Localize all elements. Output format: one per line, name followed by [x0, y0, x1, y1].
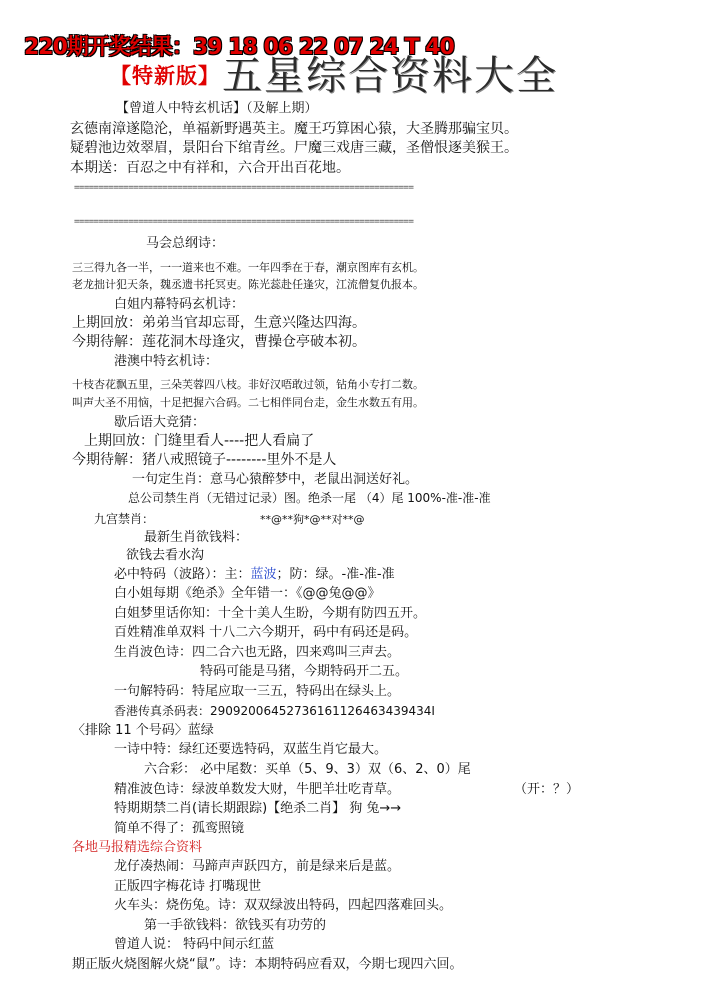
jiugong-value: **@**狗*@**对**@: [260, 513, 365, 526]
mahui-heading: 马会总纲诗：: [146, 236, 225, 251]
edition-label: 【特新版】: [110, 64, 220, 88]
bizhong-rest: ；防：绿。-准-准-准: [276, 567, 395, 582]
xiehou-heading: 歇后语大竞猜：: [114, 415, 206, 430]
baixiaojie-line: 白小姐每期《绝杀》全年错一：《@@兔@@》: [114, 586, 381, 601]
gangao-line-2: 叫声大圣不用恼，十足把握六合码。二七相伴同台走，金生水数五有用。: [72, 396, 424, 409]
baijie-meng-line: 白姐梦里话你知：十全十美人生盼，今期有防四五开。: [114, 606, 427, 621]
yishi-line: 一诗中特：绿红还要选特码，双蓝生肖它最大。: [114, 742, 388, 757]
gedi-heading: 各地马报精选综合资料: [72, 840, 203, 855]
xiehou-now: 今期待解：猪八戒照镜子--------里外不是人: [72, 452, 337, 468]
last-line: 期正版火烧图解火烧“鼠”。诗：本期特码应看双，今期七现四六回。: [72, 957, 463, 972]
baiju-prev: 上期回放：弟弟当官却忘哥，生意兴隆达四海。: [72, 315, 366, 331]
yiju-jie-line: 一句解特码：特尾应取一三五，特码出在绿头上。: [114, 684, 401, 699]
longzai-line: 龙仔凑热闹：马蹄声声跃四方，前是绿来后是蓝。: [114, 859, 401, 874]
jingzhun-bo-line: 精准波色诗：绿波单数发大财，牛肥羊壮吃青草。: [114, 782, 401, 797]
intro-line-3: 本期送：百忍之中有祥和，六合开出百花地。: [70, 160, 350, 176]
zhengban-line: 正版四字梅花诗 打嘴现世: [114, 879, 262, 894]
zengdaoren-line: 曾道人说： 特码中间示红蓝: [114, 937, 275, 952]
baiju-heading: 白姐内幕特码玄机诗：: [114, 297, 245, 312]
bizhong-line: [114, 568, 395, 581]
teqi-line: 特期期禁二肖(请长期跟踪)【绝杀二肖】 狗 兔→→: [114, 801, 402, 816]
xianggang-line: 香港传真杀码表：29092006452736161126463439434I: [114, 704, 435, 718]
page-title: 五星综合资料大全: [222, 53, 558, 99]
separator-line: =====================================================================: [74, 217, 414, 227]
diyishou-line: 第一手欲钱料：欲钱买有功劳的: [144, 918, 327, 933]
shengxiao-bo-line: 生肖波色诗：四二合六也无路，四来鸡叫三声去。: [114, 645, 401, 660]
huoche-line: 火车头：烧伤兔。诗：双双绿波出特码，四起四落难回头。: [114, 898, 453, 913]
gangao-heading: 港澳中特玄机诗：: [114, 354, 219, 369]
separator-line: =====================================================================: [74, 183, 414, 193]
xiehou-prev: 上期回放：门缝里看人----把人看扁了: [84, 433, 315, 449]
bizhong-label: 必中特码（波路）：主：: [114, 567, 251, 582]
jiandan-line: 简单不得了：孤鸾照镜: [114, 821, 245, 836]
liuhecai-line: 六合彩： 必中尾数：买单（5、9、3）双（6、2、0）尾: [144, 762, 471, 777]
paichu-line: 〈排除 11 个号码〉蓝绿: [72, 723, 214, 738]
intro-line-1: 玄德南漳遂隐沦，单福新野遇英主。魔王巧算困心猿，大圣腾那骗宝贝。: [70, 121, 518, 137]
baiju-now: 今期待解：莲花洞木母逢灾，曹操仓亭破本初。: [72, 334, 366, 350]
tema-keneng-line: 特码可能是马猪，今期特码开二五。: [200, 664, 409, 679]
yuqian-line: 欲钱去看水沟: [126, 548, 205, 563]
gangao-line-1: 十枝杏花飘五里，三朵芙蓉四八枝。非好汉唔敢过领，钻角小专打二数。: [72, 378, 424, 391]
baixing-line: 百姓精准单双料 十八二六今期开，码中有码还是码。: [114, 625, 418, 640]
kai-label: （开：？）: [514, 782, 580, 797]
intro-heading: 【曾道人中特玄机话】（及解上期）: [116, 101, 318, 116]
intro-line-2: 疑碧池边效翠眉，景阳台下绾青丝。尸魔三戏唐三藏，圣僧恨逐美猴王。: [70, 140, 518, 156]
zuixin-heading: 最新生肖欲钱料：: [144, 530, 249, 545]
zonggongsi-line: 总公司禁生肖（无错过记录）图。绝杀一尾 （4）尾 100%-准-准-准: [128, 491, 491, 505]
yiju-shengxiao: 一句定生肖：意马心猿醉梦中，老鼠出洞送好礼。: [132, 472, 419, 487]
bizhong-main: 蓝波: [250, 567, 277, 582]
jiugong-label: 九宫禁肖：: [94, 512, 155, 526]
mahui-line-1: 三三得九各一半，一一道来也不难。一年四季在于春，潮京图库有玄机。: [72, 261, 424, 274]
mahui-line-2: 老龙拙计犯天条，魏丞遗书托冥吏。陈光蕊赴任逢灾，江流僧复仇报本。: [72, 278, 424, 291]
draw-result-banner: 220期开奖结果：39 18 06 22 07 24 T 40: [24, 35, 454, 60]
